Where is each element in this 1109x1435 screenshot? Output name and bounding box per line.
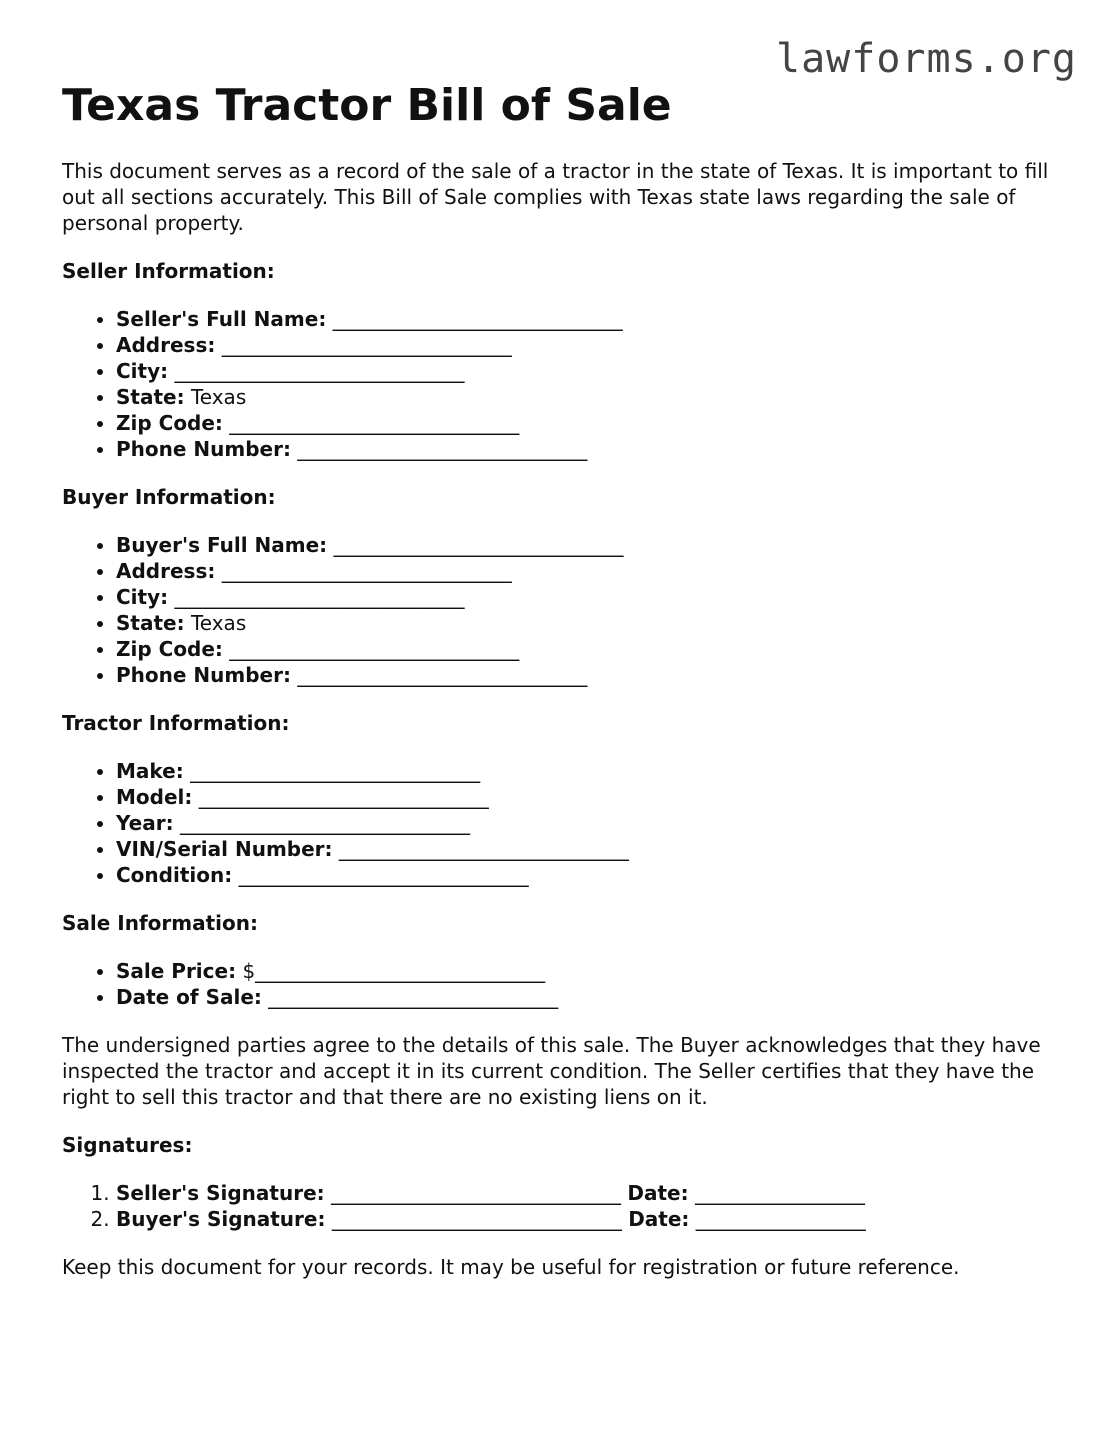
tractor-field-vin: • VIN/Serial Number: _____________________________ bbox=[116, 836, 1052, 862]
document-page bbox=[62, 78, 1052, 1280]
buyer-field-phone: • Phone Number: _____________________________ bbox=[116, 662, 1052, 688]
signatures-list bbox=[62, 1180, 1052, 1232]
seller-signature-row: 1. Seller's Signature: _____________________________ Date: _________________ bbox=[116, 1180, 1052, 1206]
buyer-field-full-name: • Buyer's Full Name: _____________________________ bbox=[116, 532, 1052, 558]
seller-field-full-name: • Seller's Full Name: _____________________________ bbox=[116, 306, 1052, 332]
buyer-field-state: • State: Texas bbox=[116, 610, 1052, 636]
field-value[interactable]: _____________________________ bbox=[297, 437, 588, 461]
tractor-field-year: • Year: _____________________________ bbox=[116, 810, 1052, 836]
seller-field-phone: • Phone Number: _____________________________ bbox=[116, 436, 1052, 462]
seller-fields-list bbox=[62, 306, 1052, 462]
seller-section-heading: Seller Information: bbox=[62, 259, 275, 283]
tractor-field-model: • Model: _____________________________ bbox=[116, 784, 1052, 810]
field-value: Texas bbox=[190, 611, 247, 635]
buyer-signature-row: 2. Buyer's Signature: _____________________________ Date: _________________ bbox=[116, 1206, 1052, 1232]
field-value[interactable]: _____________________________ bbox=[333, 533, 624, 557]
field-value[interactable]: _____________________________ bbox=[268, 985, 559, 1009]
watermark-logo: lawforms.org bbox=[776, 36, 1077, 82]
field-value[interactable]: _____________________________ bbox=[332, 307, 623, 331]
field-value[interactable]: _____________________________ bbox=[238, 863, 529, 887]
buyer-field-address: • Address: _____________________________ bbox=[116, 558, 1052, 584]
sale-field-date: • Date of Sale: _____________________________ bbox=[116, 984, 1052, 1010]
field-value[interactable]: _____________________________ bbox=[221, 333, 512, 357]
field-value[interactable]: _____________________________ bbox=[221, 559, 512, 583]
tractor-field-condition: • Condition: _____________________________ bbox=[116, 862, 1052, 888]
field-value[interactable]: _____________________________ bbox=[174, 585, 465, 609]
field-value[interactable]: _____________________________ bbox=[229, 637, 520, 661]
field-value[interactable]: _____________________________ bbox=[338, 837, 629, 861]
field-value[interactable]: $_____________________________ bbox=[242, 959, 546, 983]
footer-note: Keep this document for your records. It may be useful for registration or future reference. bbox=[62, 1255, 960, 1279]
signature-line[interactable]: _____________________________ bbox=[331, 1181, 621, 1205]
sale-field-price: • Sale Price: $_____________________________ bbox=[116, 958, 1052, 984]
date-line[interactable]: _________________ bbox=[694, 1181, 865, 1205]
page-title: Texas Tractor Bill of Sale bbox=[62, 80, 672, 131]
seller-field-city: • City: _____________________________ bbox=[116, 358, 1052, 384]
field-value[interactable]: _____________________________ bbox=[190, 759, 481, 783]
date-line[interactable]: _________________ bbox=[695, 1207, 866, 1231]
field-value[interactable]: _____________________________ bbox=[174, 359, 465, 383]
sale-section-heading: Sale Information: bbox=[62, 911, 258, 935]
seller-field-address: • Address: _____________________________ bbox=[116, 332, 1052, 358]
field-value[interactable]: _____________________________ bbox=[229, 411, 520, 435]
sale-fields-list bbox=[62, 958, 1052, 1010]
seller-field-state: • State: Texas bbox=[116, 384, 1052, 410]
agreement-paragraph: The undersigned parties agree to the details of this sale. The Buyer acknowledges that they have inspected the tractor and accept it in its current condition. The Seller certifies that they have the right to sell this tractor and that there are no existing liens on it. bbox=[62, 1033, 1041, 1109]
buyer-fields-list bbox=[62, 532, 1052, 688]
buyer-field-zip: • Zip Code: _____________________________ bbox=[116, 636, 1052, 662]
seller-field-zip: • Zip Code: _____________________________ bbox=[116, 410, 1052, 436]
field-value[interactable]: _____________________________ bbox=[179, 811, 470, 835]
field-value[interactable]: _____________________________ bbox=[297, 663, 588, 687]
signature-line[interactable]: _____________________________ bbox=[331, 1207, 622, 1231]
field-value[interactable]: _____________________________ bbox=[198, 785, 489, 809]
buyer-field-city: • City: _____________________________ bbox=[116, 584, 1052, 610]
field-value: Texas bbox=[190, 385, 247, 409]
intro-paragraph: This document serves as a record of the sale of a tractor in the state of Texas. It is important to fill out all sections accurately. This Bill of Sale complies with Texas state laws regarding the sale of personal property. bbox=[62, 159, 1049, 235]
tractor-fields-list bbox=[62, 758, 1052, 888]
tractor-section-heading: Tractor Information: bbox=[62, 711, 290, 735]
signatures-section-heading: Signatures: bbox=[62, 1133, 193, 1157]
buyer-section-heading: Buyer Information: bbox=[62, 485, 276, 509]
tractor-field-make: • Make: _____________________________ bbox=[116, 758, 1052, 784]
